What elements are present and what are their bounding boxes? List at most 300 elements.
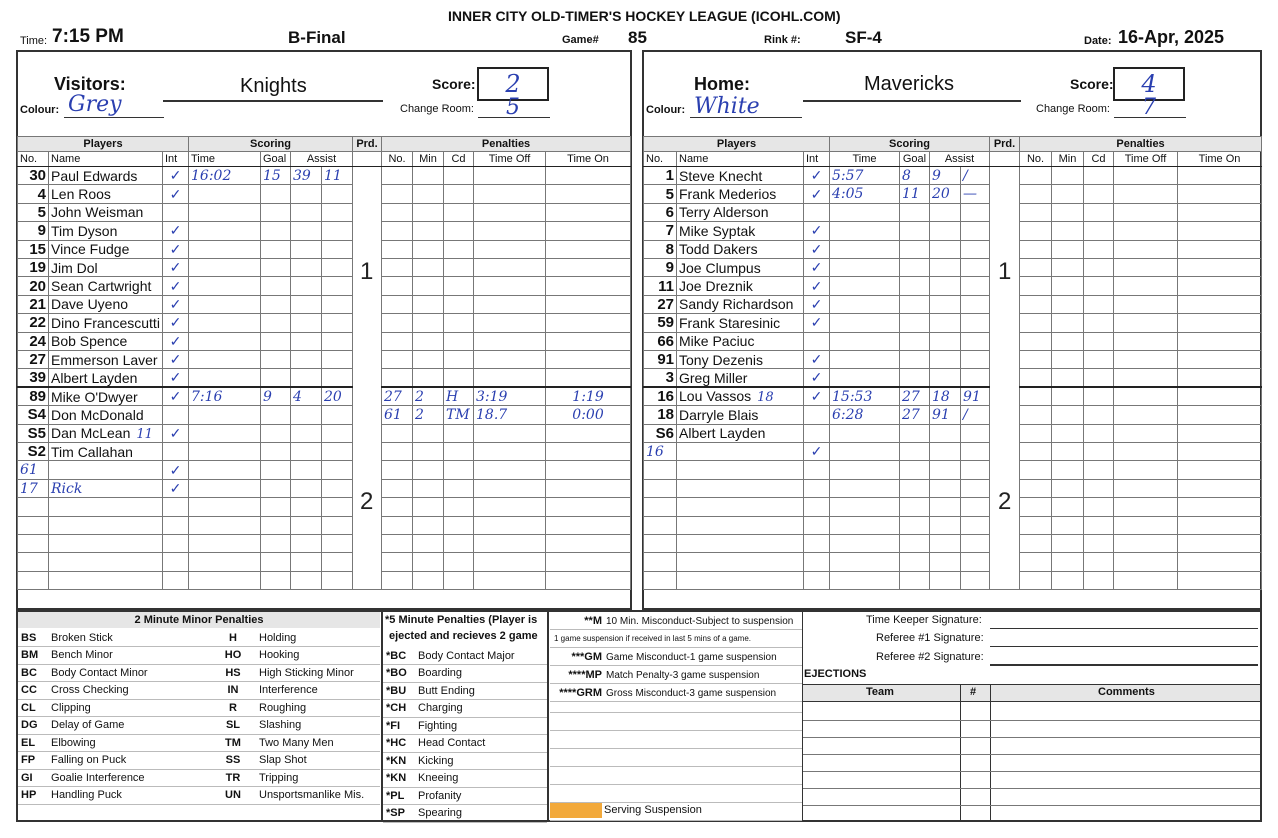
player-number[interactable]: [644, 571, 677, 589]
scoring-goal[interactable]: [261, 314, 291, 332]
player-name[interactable]: Jim Dol: [49, 258, 163, 276]
scoring-goal[interactable]: [261, 203, 291, 221]
scoring-goal[interactable]: 27: [900, 406, 930, 424]
penalty-no[interactable]: [382, 461, 413, 479]
scoring-a1[interactable]: [291, 258, 322, 276]
scoring-time[interactable]: [189, 314, 261, 332]
scoring-a2[interactable]: [961, 258, 990, 276]
intent-check[interactable]: ✓: [804, 167, 830, 185]
player-name[interactable]: Bob Spence: [49, 332, 163, 350]
penalty-cd[interactable]: [1084, 369, 1114, 388]
scoring-a2[interactable]: [322, 277, 353, 295]
scoring-a1[interactable]: [291, 350, 322, 368]
player-name[interactable]: Albert Layden: [677, 424, 804, 442]
scoring-goal[interactable]: [261, 240, 291, 258]
scoring-time[interactable]: [830, 295, 900, 313]
scoring-a2[interactable]: [961, 424, 990, 442]
penalty-cd[interactable]: [1084, 240, 1114, 258]
penalty-no[interactable]: [382, 369, 413, 388]
penalty-min[interactable]: [413, 369, 444, 388]
penalty-min[interactable]: [413, 185, 444, 203]
penalty-off[interactable]: [1114, 461, 1178, 479]
scoring-time[interactable]: [189, 516, 261, 534]
penalty-off[interactable]: [1114, 369, 1178, 388]
penalty-no[interactable]: [382, 167, 413, 185]
scoring-goal[interactable]: 15: [261, 167, 291, 185]
penalty-off[interactable]: [474, 222, 546, 240]
penalty-on[interactable]: [546, 461, 631, 479]
penalty-no[interactable]: [1020, 240, 1052, 258]
scoring-a1[interactable]: 9: [930, 167, 961, 185]
penalty-off[interactable]: [1114, 571, 1178, 589]
penalty-on[interactable]: [546, 332, 631, 350]
penalty-off[interactable]: [1114, 203, 1178, 221]
penalty-on[interactable]: [1178, 571, 1262, 589]
home-colour[interactable]: White: [694, 94, 760, 119]
player-name[interactable]: Rick: [49, 479, 163, 497]
penalty-cd[interactable]: [1084, 443, 1114, 461]
scoring-a1[interactable]: [930, 369, 961, 388]
scoring-a1[interactable]: [930, 240, 961, 258]
penalty-off[interactable]: [474, 443, 546, 461]
scoring-time[interactable]: [189, 240, 261, 258]
penalty-min[interactable]: [413, 258, 444, 276]
player-name[interactable]: Tony Dezenis: [677, 350, 804, 368]
player-number[interactable]: [644, 479, 677, 497]
intent-check[interactable]: [804, 461, 830, 479]
scoring-a2[interactable]: /: [961, 167, 990, 185]
scoring-time[interactable]: [189, 350, 261, 368]
penalty-cd[interactable]: [444, 240, 474, 258]
penalty-min[interactable]: [413, 571, 444, 589]
scoring-a2[interactable]: [322, 406, 353, 424]
scoring-a2[interactable]: [322, 535, 353, 553]
penalty-min[interactable]: [1052, 203, 1084, 221]
scoring-a2[interactable]: [961, 498, 990, 516]
scoring-goal[interactable]: [261, 535, 291, 553]
scoring-a2[interactable]: [322, 516, 353, 534]
intent-check[interactable]: ✓: [163, 424, 189, 442]
penalty-no[interactable]: [1020, 461, 1052, 479]
scoring-goal[interactable]: [900, 498, 930, 516]
penalty-no[interactable]: [382, 258, 413, 276]
penalty-on[interactable]: [546, 258, 631, 276]
scoring-a2[interactable]: —: [961, 185, 990, 203]
scoring-a2[interactable]: [322, 258, 353, 276]
ejection-row[interactable]: [803, 737, 1260, 738]
scoring-a1[interactable]: 91: [930, 406, 961, 424]
penalty-cd[interactable]: [1084, 553, 1114, 571]
penalty-no[interactable]: [1020, 571, 1052, 589]
intent-check[interactable]: [804, 332, 830, 350]
scoring-a1[interactable]: [930, 553, 961, 571]
scoring-a1[interactable]: 39: [291, 167, 322, 185]
penalty-min[interactable]: [413, 350, 444, 368]
scoring-time[interactable]: [189, 535, 261, 553]
player-number[interactable]: [644, 461, 677, 479]
penalty-off[interactable]: [1114, 535, 1178, 553]
scoring-a2[interactable]: [961, 203, 990, 221]
penalty-on[interactable]: [1178, 222, 1262, 240]
penalty-on[interactable]: [546, 167, 631, 185]
scoring-goal[interactable]: [261, 350, 291, 368]
scoring-goal[interactable]: [900, 332, 930, 350]
scoring-goal[interactable]: [900, 222, 930, 240]
scoring-goal[interactable]: [261, 461, 291, 479]
scoring-a2[interactable]: [961, 350, 990, 368]
scoring-a1[interactable]: 20: [930, 185, 961, 203]
scoring-goal[interactable]: [261, 443, 291, 461]
player-number[interactable]: 17: [18, 479, 49, 497]
penalty-on[interactable]: [1178, 498, 1262, 516]
intent-check[interactable]: ✓: [804, 222, 830, 240]
ref2-signature[interactable]: [990, 664, 1258, 666]
visitors-score[interactable]: 2: [477, 67, 549, 101]
penalty-cd[interactable]: [444, 461, 474, 479]
player-name[interactable]: Greg Miller: [677, 369, 804, 388]
player-name[interactable]: Terry Alderson: [677, 203, 804, 221]
penalty-on[interactable]: [546, 443, 631, 461]
scoring-a1[interactable]: [930, 535, 961, 553]
penalty-cd[interactable]: [444, 222, 474, 240]
penalty-min[interactable]: [1052, 571, 1084, 589]
player-number[interactable]: 9: [644, 258, 677, 276]
penalty-on[interactable]: [1178, 203, 1262, 221]
scoring-a2[interactable]: 91: [961, 387, 990, 406]
scoring-time[interactable]: [830, 479, 900, 497]
penalty-no[interactable]: [382, 424, 413, 442]
penalty-on[interactable]: [546, 516, 631, 534]
penalty-no[interactable]: [382, 553, 413, 571]
scoring-goal[interactable]: [900, 553, 930, 571]
player-number[interactable]: S2: [18, 443, 49, 461]
penalty-min[interactable]: [1052, 369, 1084, 388]
penalty-min[interactable]: [1052, 535, 1084, 553]
scoring-a1[interactable]: [930, 222, 961, 240]
player-number[interactable]: [644, 553, 677, 571]
penalty-off[interactable]: [1114, 240, 1178, 258]
player-number[interactable]: 27: [644, 295, 677, 313]
home-score[interactable]: 4: [1113, 67, 1185, 101]
penalty-min[interactable]: [413, 498, 444, 516]
scoring-a1[interactable]: [291, 498, 322, 516]
player-number[interactable]: 24: [18, 332, 49, 350]
scoring-goal[interactable]: 9: [261, 387, 291, 406]
penalty-off[interactable]: [1114, 222, 1178, 240]
intent-check[interactable]: [163, 571, 189, 589]
intent-check[interactable]: [804, 406, 830, 424]
penalty-off[interactable]: [1114, 406, 1178, 424]
penalty-cd[interactable]: [1084, 185, 1114, 203]
intent-check[interactable]: ✓: [163, 479, 189, 497]
scoring-a1[interactable]: [930, 516, 961, 534]
penalty-no[interactable]: [1020, 314, 1052, 332]
penalty-on[interactable]: [546, 535, 631, 553]
penalty-on[interactable]: [1178, 479, 1262, 497]
scoring-a2[interactable]: [322, 424, 353, 442]
penalty-off[interactable]: [474, 350, 546, 368]
penalty-min[interactable]: [1052, 185, 1084, 203]
penalty-no[interactable]: [1020, 498, 1052, 516]
intent-check[interactable]: [163, 203, 189, 221]
player-name[interactable]: [677, 498, 804, 516]
penalty-min[interactable]: [1052, 516, 1084, 534]
scoring-a1[interactable]: [930, 424, 961, 442]
player-name[interactable]: Lou Vassos 18: [677, 387, 804, 406]
penalty-no[interactable]: [1020, 185, 1052, 203]
penalty-cd[interactable]: [444, 424, 474, 442]
scoring-time[interactable]: [189, 185, 261, 203]
intent-check[interactable]: ✓: [163, 314, 189, 332]
penalty-off[interactable]: [1114, 277, 1178, 295]
intent-check[interactable]: ✓: [163, 185, 189, 203]
scoring-time[interactable]: 5:57: [830, 167, 900, 185]
penalty-on[interactable]: [546, 314, 631, 332]
penalty-no[interactable]: [1020, 258, 1052, 276]
player-number[interactable]: [18, 571, 49, 589]
penalty-min[interactable]: [1052, 424, 1084, 442]
scoring-a1[interactable]: [291, 571, 322, 589]
intent-check[interactable]: ✓: [804, 185, 830, 203]
scoring-a1[interactable]: [291, 553, 322, 571]
scoring-goal[interactable]: [900, 461, 930, 479]
scoring-goal[interactable]: [261, 258, 291, 276]
penalty-off[interactable]: [474, 314, 546, 332]
scoring-time[interactable]: [830, 516, 900, 534]
intent-check[interactable]: [804, 498, 830, 516]
scoring-a1[interactable]: [291, 185, 322, 203]
player-name[interactable]: Dino Francescutti: [49, 314, 163, 332]
penalty-min[interactable]: [413, 443, 444, 461]
scoring-a2[interactable]: [961, 571, 990, 589]
scoring-goal[interactable]: [261, 553, 291, 571]
penalty-off[interactable]: [474, 332, 546, 350]
player-number[interactable]: 91: [644, 350, 677, 368]
player-number[interactable]: 9: [18, 222, 49, 240]
player-name[interactable]: Darryle Blais: [677, 406, 804, 424]
penalty-on[interactable]: [546, 553, 631, 571]
scoring-time[interactable]: [189, 553, 261, 571]
penalty-off[interactable]: [474, 424, 546, 442]
scoring-a2[interactable]: [322, 203, 353, 221]
penalty-min[interactable]: [1052, 479, 1084, 497]
penalty-min[interactable]: [1052, 314, 1084, 332]
player-number[interactable]: S4: [18, 406, 49, 424]
penalty-on[interactable]: [1178, 277, 1262, 295]
intent-check[interactable]: [804, 553, 830, 571]
scoring-a1[interactable]: [291, 277, 322, 295]
penalty-on[interactable]: [1178, 443, 1262, 461]
penalty-no[interactable]: [382, 203, 413, 221]
penalty-min[interactable]: [1052, 461, 1084, 479]
penalty-off[interactable]: [1114, 350, 1178, 368]
penalty-no[interactable]: [1020, 277, 1052, 295]
penalty-no[interactable]: [1020, 516, 1052, 534]
penalty-no[interactable]: [1020, 479, 1052, 497]
intent-check[interactable]: [163, 535, 189, 553]
penalty-no[interactable]: [1020, 350, 1052, 368]
scoring-a1[interactable]: [930, 277, 961, 295]
scoring-a2[interactable]: [961, 461, 990, 479]
player-number[interactable]: 5: [18, 203, 49, 221]
penalty-min[interactable]: [413, 222, 444, 240]
scoring-a1[interactable]: 18: [930, 387, 961, 406]
player-name[interactable]: Tim Callahan: [49, 443, 163, 461]
penalty-cd[interactable]: [444, 167, 474, 185]
penalty-min[interactable]: [1052, 167, 1084, 185]
intent-check[interactable]: ✓: [804, 240, 830, 258]
scoring-time[interactable]: [830, 553, 900, 571]
penalty-off[interactable]: [1114, 516, 1178, 534]
scoring-goal[interactable]: [261, 369, 291, 388]
penalty-on[interactable]: [1178, 314, 1262, 332]
scoring-a1[interactable]: [291, 314, 322, 332]
player-name[interactable]: Emmerson Laver: [49, 350, 163, 368]
scoring-a1[interactable]: [930, 295, 961, 313]
scoring-goal[interactable]: [900, 258, 930, 276]
penalty-no[interactable]: [1020, 222, 1052, 240]
penalty-cd[interactable]: [444, 258, 474, 276]
scoring-time[interactable]: 6:28: [830, 406, 900, 424]
player-number[interactable]: 22: [18, 314, 49, 332]
penalty-on[interactable]: [1178, 350, 1262, 368]
scoring-goal[interactable]: [261, 277, 291, 295]
penalty-min[interactable]: [1052, 222, 1084, 240]
scoring-time[interactable]: [189, 258, 261, 276]
intent-check[interactable]: [163, 498, 189, 516]
intent-check[interactable]: ✓: [163, 167, 189, 185]
intent-check[interactable]: ✓: [163, 295, 189, 313]
penalty-cd[interactable]: [1084, 332, 1114, 350]
intent-check[interactable]: ✓: [804, 277, 830, 295]
penalty-off[interactable]: [1114, 314, 1178, 332]
penalty-min[interactable]: [413, 535, 444, 553]
scoring-a1[interactable]: [930, 332, 961, 350]
penalty-min[interactable]: 2: [413, 387, 444, 406]
penalty-on[interactable]: [1178, 516, 1262, 534]
penalty-off[interactable]: [1114, 167, 1178, 185]
player-number[interactable]: 6: [644, 203, 677, 221]
penalty-min[interactable]: [413, 167, 444, 185]
scoring-a1[interactable]: [930, 314, 961, 332]
penalty-on[interactable]: [1178, 185, 1262, 203]
scoring-a1[interactable]: 4: [291, 387, 322, 406]
penalty-cd[interactable]: [444, 314, 474, 332]
intent-check[interactable]: ✓: [804, 295, 830, 313]
scoring-a2[interactable]: [322, 222, 353, 240]
penalty-cd[interactable]: [1084, 387, 1114, 406]
penalty-no[interactable]: [382, 277, 413, 295]
intent-check[interactable]: ✓: [163, 258, 189, 276]
penalty-no[interactable]: [382, 516, 413, 534]
player-number[interactable]: 18: [644, 406, 677, 424]
scoring-time[interactable]: [830, 535, 900, 553]
penalty-min[interactable]: [413, 461, 444, 479]
penalty-no[interactable]: 61: [382, 406, 413, 424]
scoring-a2[interactable]: [961, 443, 990, 461]
player-number[interactable]: S5: [18, 424, 49, 442]
scoring-goal[interactable]: 27: [900, 387, 930, 406]
scoring-goal[interactable]: [900, 369, 930, 388]
scoring-a2[interactable]: [322, 332, 353, 350]
penalty-on[interactable]: [546, 277, 631, 295]
intent-check[interactable]: [163, 443, 189, 461]
penalty-min[interactable]: [1052, 387, 1084, 406]
penalty-on[interactable]: [546, 424, 631, 442]
scoring-a1[interactable]: [291, 203, 322, 221]
player-number[interactable]: 5: [644, 185, 677, 203]
scoring-a1[interactable]: [291, 369, 322, 388]
penalty-no[interactable]: [382, 240, 413, 258]
visitors-room[interactable]: 5: [506, 95, 520, 120]
penalty-on[interactable]: [546, 185, 631, 203]
scoring-time[interactable]: [830, 203, 900, 221]
penalty-off[interactable]: [474, 258, 546, 276]
scoring-a2[interactable]: [322, 369, 353, 388]
penalty-min[interactable]: [1052, 443, 1084, 461]
scoring-goal[interactable]: [900, 479, 930, 497]
scoring-a1[interactable]: [930, 443, 961, 461]
intent-check[interactable]: ✓: [163, 350, 189, 368]
scoring-a2[interactable]: [322, 443, 353, 461]
scoring-a2[interactable]: [322, 350, 353, 368]
penalty-off[interactable]: [1114, 479, 1178, 497]
scoring-goal[interactable]: [900, 277, 930, 295]
scoring-a1[interactable]: [930, 479, 961, 497]
scoring-a1[interactable]: [930, 350, 961, 368]
penalty-off[interactable]: [474, 498, 546, 516]
penalty-no[interactable]: [1020, 424, 1052, 442]
penalty-min[interactable]: [1052, 498, 1084, 516]
penalty-on[interactable]: 0:00: [546, 406, 631, 424]
penalty-cd[interactable]: [1084, 516, 1114, 534]
penalty-no[interactable]: [1020, 406, 1052, 424]
scoring-time[interactable]: 4:05: [830, 185, 900, 203]
penalty-no[interactable]: [382, 443, 413, 461]
player-number[interactable]: 20: [18, 277, 49, 295]
player-name[interactable]: Steve Knecht: [677, 167, 804, 185]
scoring-goal[interactable]: [900, 295, 930, 313]
player-name[interactable]: [677, 479, 804, 497]
penalty-cd[interactable]: [444, 479, 474, 497]
penalty-off[interactable]: [474, 516, 546, 534]
scoring-time[interactable]: [189, 498, 261, 516]
penalty-no[interactable]: [1020, 332, 1052, 350]
penalty-min[interactable]: [413, 332, 444, 350]
intent-check[interactable]: ✓: [163, 369, 189, 388]
penalty-cd[interactable]: [1084, 406, 1114, 424]
player-name[interactable]: [677, 535, 804, 553]
penalty-on[interactable]: [1178, 258, 1262, 276]
intent-check[interactable]: ✓: [804, 314, 830, 332]
penalty-on[interactable]: [1178, 424, 1262, 442]
scoring-a1[interactable]: [930, 203, 961, 221]
penalty-no[interactable]: [1020, 443, 1052, 461]
player-name[interactable]: [49, 461, 163, 479]
scoring-a1[interactable]: [930, 498, 961, 516]
penalty-cd[interactable]: [1084, 167, 1114, 185]
penalty-no[interactable]: [1020, 387, 1052, 406]
penalty-cd[interactable]: [444, 277, 474, 295]
scoring-a1[interactable]: [291, 461, 322, 479]
penalty-min[interactable]: [413, 479, 444, 497]
intent-check[interactable]: ✓: [804, 258, 830, 276]
penalty-cd[interactable]: [444, 516, 474, 534]
player-name[interactable]: [49, 498, 163, 516]
penalty-no[interactable]: [382, 479, 413, 497]
penalty-cd[interactable]: [1084, 314, 1114, 332]
penalty-no[interactable]: [1020, 535, 1052, 553]
